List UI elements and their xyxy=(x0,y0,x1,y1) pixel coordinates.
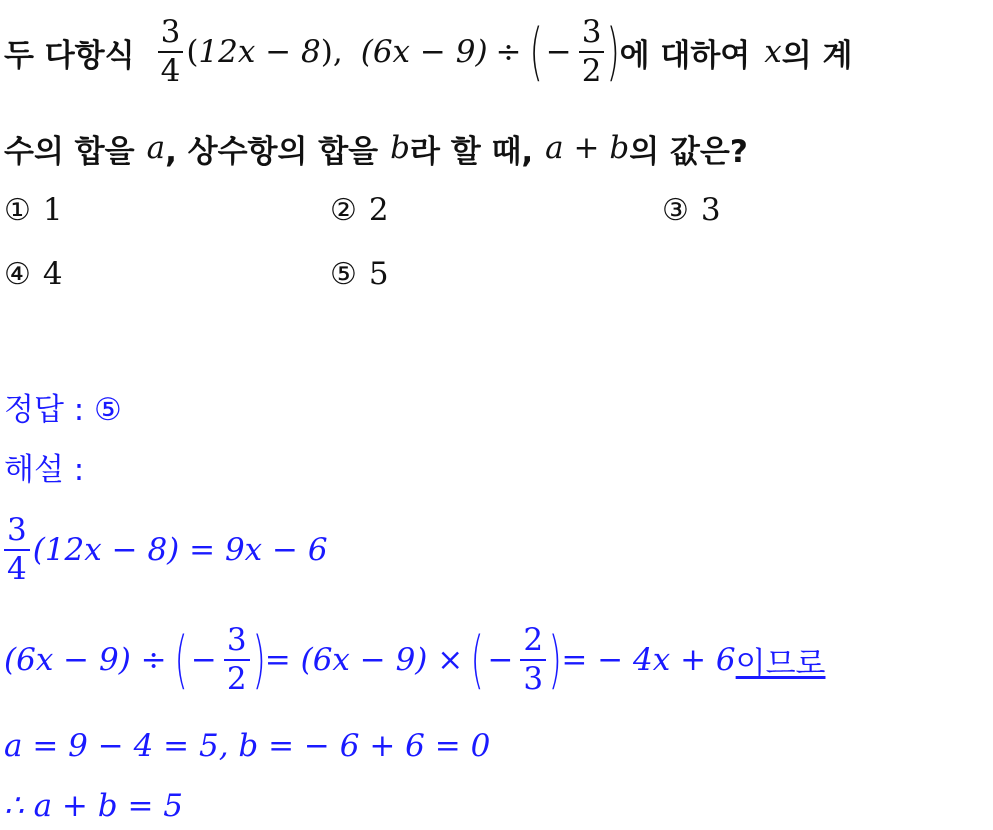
fraction-3-4: $\frac{3}{4}$ xyxy=(158,16,184,87)
answer-label: 정답 : ⑤ xyxy=(4,391,122,428)
choice-4[interactable]: ④ 4 xyxy=(4,256,63,292)
solution-step-2: (6x − 9) ÷ ( − $\frac{3}{2}$ ) = (6x − 9) × ( − $\frac{2}{3}$ ) = − 4x + 6 이므로 xyxy=(4,622,826,697)
question-line-2: 수의 합을 a , 상수항의 합을 b 라 할 때, a + b 의 값은? xyxy=(4,130,748,170)
choice-2[interactable]: ② 2 xyxy=(330,192,389,228)
solution-step-4: ∴ a + b = 5 xyxy=(4,788,183,824)
choice-3[interactable]: ③ 3 xyxy=(662,192,721,228)
solution-step-1: $\frac{3}{4}$ (12x − 8) = 9x − 6 xyxy=(4,506,328,594)
question-line-1: 두 다항식 $\frac{3}{4}$ ( 12x − 8 ) , (6x − 9) ÷ ( − $\frac{3}{2}$ ) 에 대하여 x 의 계 xyxy=(4,14,853,89)
question-prefix: 두 다항식 xyxy=(4,37,135,74)
explanation-label: 해설 : xyxy=(4,451,85,488)
fraction-3-4-answer: $\frac{3}{4}$ xyxy=(4,514,30,585)
choice-1[interactable]: ① 1 xyxy=(4,192,63,228)
fraction-3-2: $\frac{3}{2}$ xyxy=(579,16,605,87)
poly-2: (6x − 9) xyxy=(360,34,488,70)
choice-5[interactable]: ⑤ 5 xyxy=(330,256,389,292)
solution-step-3: a = 9 − 4 = 5, b = − 6 + 6 = 0 xyxy=(4,728,491,764)
poly-1: 12x − 8 xyxy=(198,34,321,70)
